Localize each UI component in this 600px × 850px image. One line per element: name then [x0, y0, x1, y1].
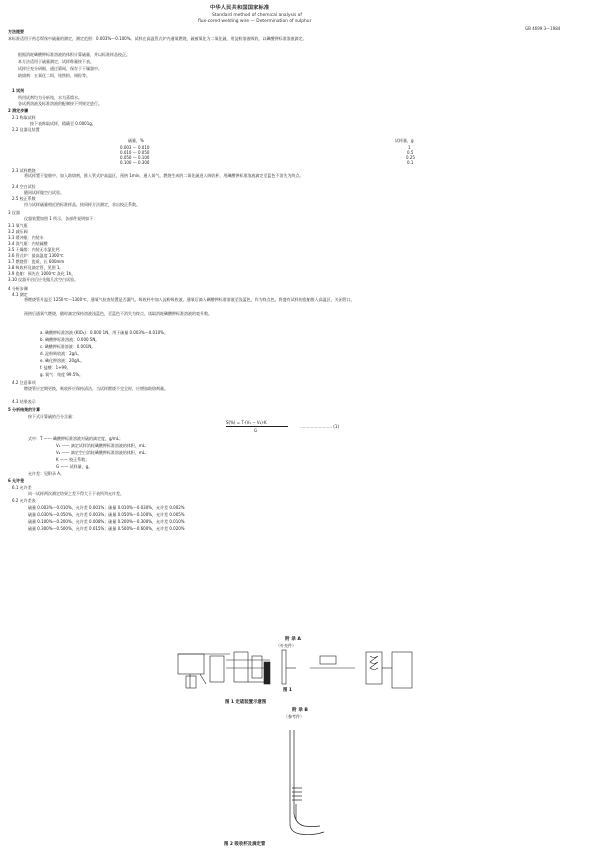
list-item: d. 淀粉吸收液：2g/L。 [40, 351, 82, 356]
section-2-2-heading: 2.2 仪器及装置 [12, 127, 40, 132]
table-cell: 0.1 [407, 160, 414, 165]
intro-paragraph: 本标准适用于药芯焊丝中硫量的测定，测定范围：0.003%～0.100%。试样在高温管式炉内通氧燃烧，硫被氧化为二氧化硫，用淀粉溶液吸收，以碘酸钾标准溶液滴定。 [8, 36, 307, 41]
apparatus-diagram [170, 648, 430, 696]
section-6-1-text: 同一试样两次测定结果之差不得大于下表所列允许差。 [28, 491, 124, 496]
tolerance-line: 硫量 0.300%～0.500%，允许差 0.015%；硫量 0.500%～0.600%，允许差 0.020% [28, 526, 185, 531]
formula-tag: …………………… (1) [300, 424, 339, 429]
table-cell: 0.25 [406, 155, 415, 160]
list-item: a. 碘酸钾标准溶液 (KIO₃)：0.000 1N，用于硫量 0.003%～0.010%。 [40, 330, 168, 335]
tolerance-line: 硫量 0.030%～0.050%，允许差 0.003%；硫量 0.050%～0.100%，允许差 0.005% [28, 512, 185, 517]
list-item: 3.3 缓冲瓶：内装水 [8, 235, 44, 240]
section-2-1-heading: 2.1 称取试样 [12, 115, 36, 120]
intro-line: 本方法适用于硫量测定，试样称量按下表。 [18, 59, 94, 64]
list-item: 3.9 瓷舶：预先在 1000℃ 灰化 1h。 [8, 271, 76, 276]
intro-line: 助熔剂：五氧化二铒、纯铁粉、锡粒等。 [18, 73, 90, 78]
burette-diagram [276, 728, 330, 838]
intro-line: 根据消耗碘酸钾标准溶液的体积计算硫量，并以标准样品校正。 [18, 52, 130, 57]
intro-line: 试样应充分研细，通过筛网，保存于干燥器中。 [18, 66, 102, 71]
figure-2-caption: 图 2 吸收杯及滴定管 [224, 842, 266, 847]
formula-denominator: G [254, 428, 258, 433]
formula-numerator: S(%) = T·(V₁ − V₂)·K [226, 420, 267, 425]
appendix-a-subtitle: （补充件） [276, 643, 296, 648]
list-item: f. 盐酸：1+99。 [40, 365, 71, 370]
table-cell: 0.003 ～ 0.010 [120, 145, 150, 150]
list-item: 3.10 仪器开启后应先做几次空白试验。 [8, 277, 79, 282]
section-heading: 方法提要 [8, 29, 24, 34]
section-6-2-heading: 6.2 允许差表 [12, 498, 36, 503]
section-2-3-text: 将试样置于瓷舶中，加入助熔剂，推入管式炉高温区，预热 1min，通入氧气，燃烧生成的二氧化硫进入吸收杯，用碘酸钾标准溶液滴定至蓝色不消失为终点。 [24, 173, 304, 178]
section-2-3-heading: 2.3 试样燃烧 [12, 168, 36, 173]
section-6-heading: 6 允许差 [8, 478, 25, 483]
list-item: 3.8 吸收杯及滴定管，见图 1。 [8, 265, 64, 270]
figure-1-caption: 图 1 定硫装置示意图 [225, 700, 267, 705]
list-item: 3.5 干燥塔：内装无水氯化钙 [8, 247, 60, 252]
list-item: c. 碘酸钾标准溶液：0.001N。 [40, 344, 96, 349]
formula-fraction-bar [226, 426, 288, 427]
section-1-line: 所用试剂均为分析纯，水为蒸馏水。 [18, 95, 82, 100]
formula-definition: G —— 试样量，g。 [56, 464, 93, 469]
table-right-header: 试样量，g [395, 138, 414, 143]
list-item: 3.7 燃烧管：瓷质，长 600mm [8, 259, 65, 264]
table-cell: 0.010 ～ 0.050 [120, 150, 150, 155]
section-5-end: 允许差：见附录 A。 [28, 471, 65, 476]
table-left-header: 硫量，% [128, 138, 144, 143]
section-2-5-heading: 2.5 校正系数 [12, 196, 36, 201]
appendix-b-subtitle: （参考件） [284, 714, 304, 719]
section-2-4-heading: 2.4 空白试验 [12, 184, 36, 189]
section-5-text: 按下式计算硫的百分含量： [28, 414, 76, 419]
table-cell: 0.050 ～ 0.100 [120, 155, 150, 160]
section-4-1-heading: 4.1 测定 [12, 292, 28, 297]
figure-1-label: 图 1 [283, 688, 292, 693]
appendix-b-title: 附 录 B [292, 708, 308, 713]
section-2-1-text: 按下表称取试样，精确至 0.0001g。 [30, 121, 96, 126]
section-2-4-text: 随同试样做空白试验。 [24, 190, 64, 195]
section-6-1-heading: 6.1 允许差 [12, 485, 32, 490]
section-4-2-text: 燃烧管应定期更换，吸收杯应保持清洁。当试样燃烧不完全时，应增加助熔剂量。 [24, 386, 168, 391]
formula-definition: K —— 校正系数； [56, 457, 90, 462]
section-3-text: 仪器装置如图 1 所示，各部件说明如下： [24, 216, 98, 221]
section-1-heading: 1 试剂 [12, 88, 25, 93]
section-4-1-text: 将燃烧管升温至 1250℃～1300℃，通氧气检查装置是否漏气。吸收杯中加入淀粉吸收液，通氧后滴入碘酸钾标准溶液至浅蓝色，作为终点色。将盛有试样的瓷舶推入高温区，关闭管口。 [24, 297, 355, 302]
section-4-2-heading: 4.2 注意事项 [12, 380, 36, 385]
section-1-line: 各试剂溶液及标准溶液的配制按下列规定进行。 [18, 101, 102, 106]
formula-definition: V₁ —— 滴定试样消耗碘酸钾标准溶液的体积，mL； [56, 443, 150, 448]
list-item: 3.1 氧气瓶 [8, 223, 28, 228]
list-item: g. 氧气：纯度 99.5%。 [40, 372, 84, 377]
list-item: e. 碘化钾溶液：20g/L。 [40, 358, 85, 363]
doc-title: 中华人民共和国国家标准 [210, 5, 270, 11]
tolerance-line: 硫量 0.003%～0.010%，允许差 0.001%；硫量 0.010%～0.030%，允许差 0.002% [28, 505, 185, 510]
list-item: 3.2 减压阀 [8, 229, 28, 234]
section-4-heading: 4 分析步骤 [8, 286, 28, 291]
section-2-heading: 2 测定步骤 [8, 108, 29, 113]
doc-subtitle-1: Standard method of chemical analysis of [212, 13, 302, 18]
table-cell: 1 [408, 145, 411, 150]
list-item: b. 碘酸钾标准溶液：0.000 5N。 [40, 337, 100, 342]
list-item: 3.4 洗气瓶：内装硫酸 [8, 241, 48, 246]
tolerance-line: 硫量 0.100%～0.200%，允许差 0.008%；硫量 0.200%～0.300%，允许差 0.010% [28, 519, 185, 524]
doc-reference: GB 4699.3—1984 [525, 26, 561, 31]
table-cell: 0.5 [407, 150, 414, 155]
table-cell: 0.100 ～ 0.300 [120, 160, 150, 165]
section-4-1-text: 预热后通氧气燃烧，随时滴定保持溶液浅蓝色，至蓝色不消失为终点。读取消耗碘酸钾标准溶液的毫升数。 [24, 311, 212, 316]
section-2-5-text: 用与试样硫量相近的标准样品，按同样方法测定，求出校正系数。 [24, 202, 140, 207]
list-item: 3.6 管式炉：最高温度 1300℃ [8, 253, 64, 258]
section-3-heading: 3 仪器 [8, 210, 20, 215]
section-5-heading: 5 分析结果的计算 [8, 407, 41, 412]
formula-note: 式中：T —— 碘酸钾标准溶液对硫的滴定度，g/mL； [28, 436, 123, 441]
appendix-a-title: 附 录 A [285, 637, 301, 642]
formula-definition: V₂ —— 滴定空白消耗碘酸钾标准溶液的体积，mL； [56, 450, 150, 455]
section-4-3-heading: 4.3 结果表示 [12, 399, 36, 404]
doc-subtitle-2: flux-cored welding wire — Determination of sulphur [198, 19, 312, 24]
